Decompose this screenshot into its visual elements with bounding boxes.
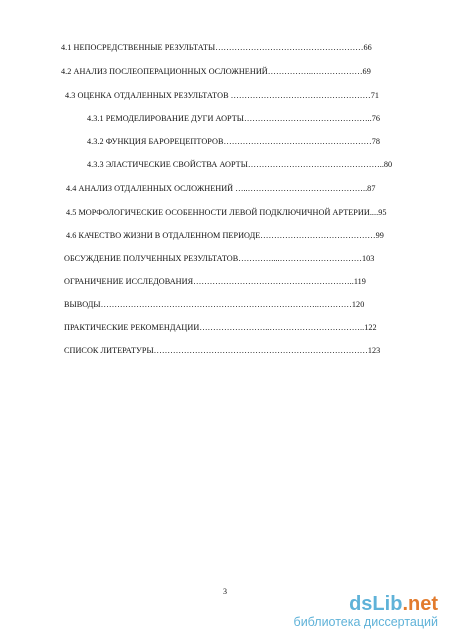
toc-entry: ОБСУЖДЕНИЕ ПОЛУЧЕННЫХ РЕЗУЛЬТАТОВ…………....…………………………103 [64, 254, 375, 263]
toc-entry: ВЫВОДЫ……………………………………………………………………..…………120 [64, 300, 365, 309]
dslib-watermark[interactable] [294, 594, 438, 629]
toc-entry: ОГРАНИЧЕНИЕ ИССЛЕДОВАНИЯ…………………………………………………..119 [64, 277, 366, 286]
toc-entry: 4.3.1 РЕМОДЕЛИРОВАНИЕ ДУГИ АОРТЫ………………………………………..76 [87, 114, 381, 123]
toc-entry: 4.4 АНАЛИЗ ОТДАЛЕННЫХ ОСЛОЖНЕНИЙ …..……………………………………..87 [66, 184, 376, 193]
toc-entry: 4.3.3 ЭЛАСТИЧЕСКИЕ СВОЙСТВА АОРТЫ…………………………………………..80 [87, 160, 393, 169]
toc-entry: 4.6 КАЧЕСТВО ЖИЗНИ В ОТДАЛЕННОМ ПЕРИОДЕ……………………………………99 [66, 231, 384, 240]
logo-main-text: dsLib [349, 593, 403, 615]
toc-entry: 4.1 НЕПОСРЕДСТВЕННЫЕ РЕЗУЛЬТАТЫ………………………………………………66 [61, 43, 372, 52]
logo-suffix-text: .net [402, 593, 438, 615]
toc-entry: 4.3 ОЦЕНКА ОТДАЛЕННЫХ РЕЗУЛЬТАТОВ ……………………………………………71 [65, 91, 380, 100]
dslib-logo [294, 594, 438, 614]
watermark-caption: библиотека диссертаций [293, 615, 438, 629]
toc-entry: СПИСОК ЛИТЕРАТУРЫ……………………………………………………………………123 [64, 346, 381, 355]
toc-entry: ПРАКТИЧЕСКИЕ РЕКОМЕНДАЦИИ……………………..……………………………..122 [64, 323, 377, 332]
toc-entry: 4.2 АНАЛИЗ ПОСЛЕОПЕРАЦИОННЫХ ОСЛОЖНЕНИЙ……………..………………69 [61, 67, 371, 76]
page-number: 3 [223, 587, 227, 596]
toc-entry: 4.3.2 ФУНКЦИЯ БАРОРЕЦЕПТОРОВ………………………………………………78 [87, 137, 381, 146]
toc-entry: 4.5 МОРФОЛОГИЧЕСКИЕ ОСОБЕННОСТИ ЛЕВОЙ ПОДКЛЮЧИЧНОЙ АРТЕРИИ....95 [66, 208, 387, 217]
